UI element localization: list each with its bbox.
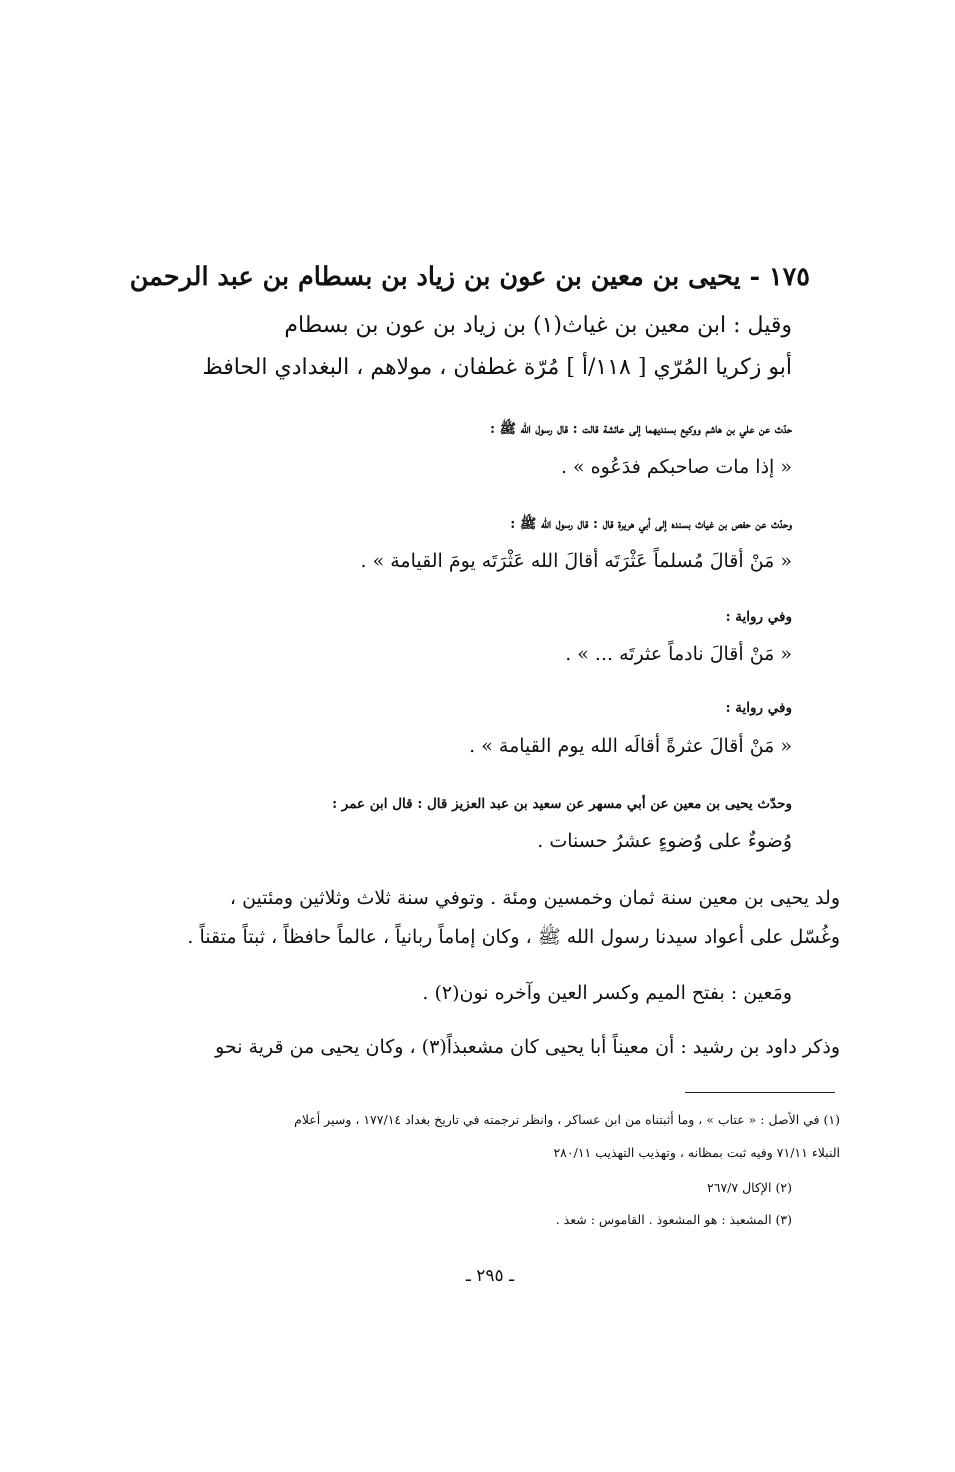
hadith-text-5: وُضوءٌ على وُضوءٍ عشرُ حسنات . bbox=[537, 830, 792, 852]
biography-subtitle-line-2: أبو زكريا المُرّي [ ١١٨/أ ] مُرّة غطفان ، مولاهم ، البغدادي الحافظ bbox=[202, 355, 792, 380]
hadith-chain-2: وحدّث عن حفص بن غياث بسنده إلى أبي هريرة قال : قال رسول الله ﷺ : bbox=[510, 516, 792, 532]
hadith-text-3: « مَنْ أقالَ نادماً عثرتَه ... » . bbox=[565, 643, 792, 665]
hadith-text-2: « مَنْ أقالَ مُسلماً عَثْرَتَه أقالَ الله عَثْرَتَه يومَ القيامة » . bbox=[360, 550, 792, 572]
hadith-chain-5: وحدّث يحيى بن معين عن أبي مسهر عن سعيد بن عبد العزيز قال : قال ابن عمر : bbox=[332, 796, 792, 812]
footnote-1-line-2: النبلاء ٧١/١١ وفيه ثبت بمظانه ، وتهذيب التهذيب ٢٨٠/١١ bbox=[553, 1145, 840, 1160]
biography-subtitle-line-1: وقيل : ابن معين بن غياث(١) بن زياد بن عون بن بسطام bbox=[284, 313, 792, 338]
hadith-chain-4: وفي رواية : bbox=[725, 700, 792, 716]
birth-paragraph-line-1: ولد يحيى بن معين سنة ثمان وخمسين ومئة . وتوفي سنة ثلاث وثلاثين ومئتين ، bbox=[229, 887, 840, 909]
footnote-separator bbox=[685, 1092, 835, 1093]
footnote-1-line-1: (١) في الأصل : « عتاب » ، وما أثبتناه من ابن عساكر ، وانظر ترجمته في تاريخ بغداد ١٧٧/١٤ ، وسير أعلام bbox=[294, 1112, 840, 1127]
birth-paragraph-line-2: وغُسّل على أعواد سيدنا رسول الله ﷺ ، وكان إماماً ربانياً ، عالماً حافظاً ، ثبتاً متقناً . bbox=[187, 926, 840, 948]
hadith-text-1: « إذا مات صاحبكم فدَعُوه » . bbox=[560, 456, 792, 478]
maeen-paragraph: ومَعين : بفتح الميم وكسر العين وآخره نون(٢) . bbox=[422, 982, 792, 1004]
hadith-chain-1: حدّث عن علي بن هاشم ووكيع بسنديهما إلى عائشة قالت : قال رسول الله ﷺ : bbox=[489, 421, 792, 437]
page-number: ـ ٢٩٥ ـ bbox=[465, 1266, 515, 1286]
footnote-3: (٣) المشعبذ : هو المشعوذ . القاموس : شعذ . bbox=[555, 1212, 792, 1227]
biography-heading: ١٧٥ - يحيى بن معين بن عون بن زياد بن بسطام بن عبد الرحمن bbox=[129, 262, 810, 292]
hadith-text-4: « مَنْ أقالَ عثرةً أقالَه الله يوم القيامة » . bbox=[469, 735, 792, 757]
hadith-chain-3: وفي رواية : bbox=[725, 609, 792, 625]
dawud-paragraph: وذكر داود بن رشيد : أن معيناً أبا يحيى كان مشعبذاً(٣) ، وكان يحيى من قرية نحو bbox=[215, 1036, 840, 1058]
footnote-2: (٢) الإكال ٢٦٧/٧ bbox=[707, 1180, 792, 1195]
